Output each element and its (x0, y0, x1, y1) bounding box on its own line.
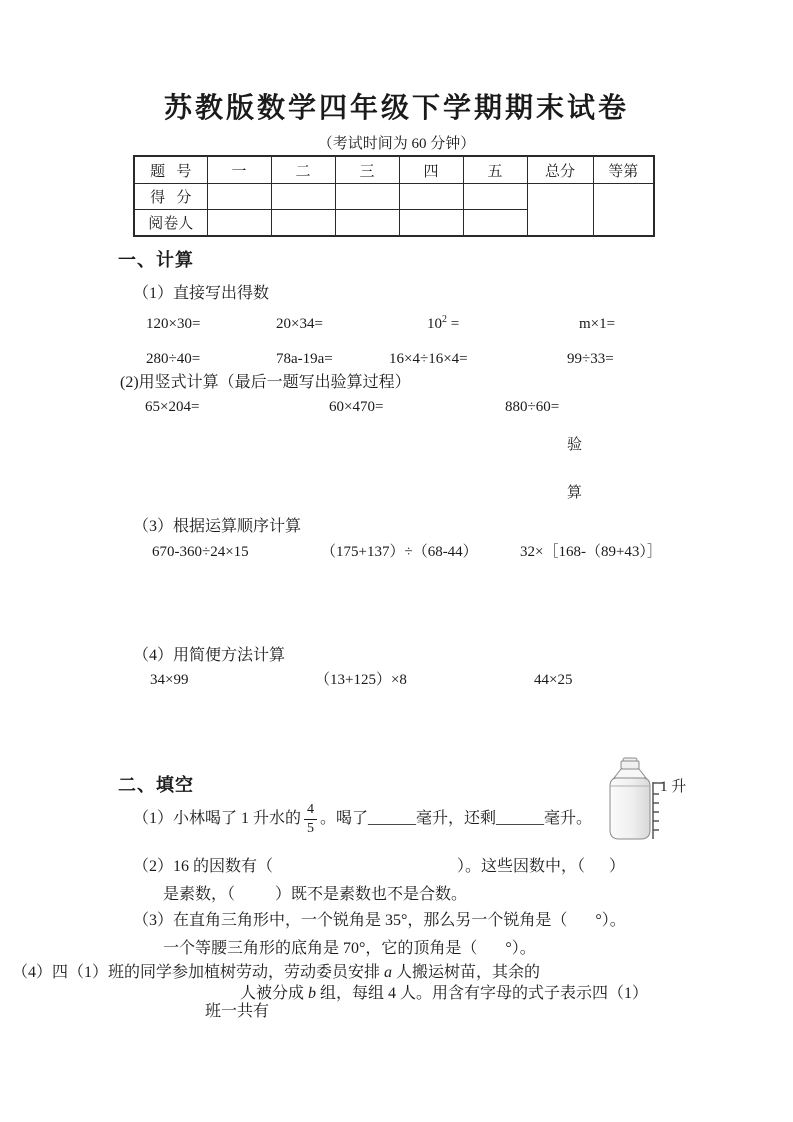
score-cell (463, 184, 527, 210)
s1q1-expr: 78a-19a= (276, 351, 333, 367)
fraction-four-fifths (304, 803, 317, 836)
label-score: 得 分 (134, 184, 207, 210)
s2q1-text-post: 。喝了______毫升，还剩______毫升。 (320, 810, 593, 828)
s1q1-expr: 99÷33= (567, 351, 614, 367)
s1q2-expr: 60×470= (329, 399, 384, 415)
fraction-denominator: 5 (307, 820, 315, 836)
bottle-capacity-label: 1 升 (660, 779, 687, 795)
s2q3-line1: （3）在直角三角形中，一个锐角是 35°，那么另一个锐角是（ °）。 (133, 912, 626, 929)
s2q1-line (133, 797, 592, 841)
score-cell (399, 210, 463, 237)
s1q4-expr: 44×25 (534, 672, 573, 688)
bottle-neck (614, 769, 646, 778)
s1q2-check-char-2: 算 (567, 485, 583, 501)
s2q1-text-pre: （1）小林喝了 1 升水的 (133, 810, 302, 828)
s2q4-line1 (12, 963, 540, 982)
bottle-cap (621, 761, 639, 769)
s1q4-expr: 34×99 (150, 672, 189, 688)
s1q1-expr-power (427, 315, 459, 333)
total-score-cell (527, 184, 593, 237)
page-subtitle: （考试时间为 60 分钟） (317, 136, 476, 152)
s1q2-check-char-1: 验 (567, 437, 583, 453)
header-part-1: 一 (207, 156, 271, 184)
s2q4-line2-post: 组，每组 4 人。用含有字母的式子表示四（1） (316, 985, 649, 1002)
page-title: 苏教版数学四年级下学期期末试卷 (163, 93, 629, 124)
s1q3-expr: 670-360÷24×15 (152, 544, 249, 560)
power-equals: = (447, 316, 460, 332)
s2q4-line2-pre: 人被分成 (240, 985, 309, 1002)
fraction-numerator: 4 (304, 803, 317, 820)
s1q2-label: (2)用竖式计算（最后一题写出验算过程） (120, 374, 411, 391)
score-cell (335, 210, 399, 237)
score-cell (399, 184, 463, 210)
score-row (134, 184, 654, 210)
s1q3-expr: （175+137）÷（68-44） (321, 544, 478, 560)
header-part-4: 四 (399, 156, 463, 184)
score-cell (335, 184, 399, 210)
score-table-header-row (134, 156, 654, 184)
variable-a: a (384, 964, 393, 981)
s1q1-expr: 120×30= (146, 316, 201, 332)
s2q2-line2: 是素数，（ ）既不是素数也不是合数。 (163, 886, 468, 903)
s2q4-line1-pre: （4）四（1）班的同学参加植树劳动，劳动委员安排 (12, 964, 385, 981)
score-cell (463, 210, 527, 237)
s1q1-label: （1）直接写出得数 (133, 285, 270, 302)
power-base: 10 (427, 316, 442, 332)
s2q3-line2: 一个等腰三角形的底角是 70°，它的顶角是（ °）。 (163, 940, 536, 957)
header-question-number: 题 号 (134, 156, 207, 184)
header-part-3: 三 (335, 156, 399, 184)
s2q4-line1-post: 人搬运树苗，其余的 (392, 964, 541, 981)
grade-cell (593, 184, 654, 237)
s1q4-expr: （13+125）×8 (315, 672, 407, 688)
header-part-2: 二 (271, 156, 335, 184)
s1q4-label: （4）用简便方法计算 (133, 647, 286, 664)
header-total-score: 总分 (527, 156, 593, 184)
bottle-body (610, 778, 650, 839)
s2q4-line3: 班一共有 (205, 1003, 270, 1020)
s2q2-line1: （2）16 的因数有（ ）。这些因数中，（ ） (133, 858, 626, 875)
score-table (133, 155, 655, 237)
s1q1-expr: m×1= (579, 316, 616, 332)
s1q3-label: （3）根据运算顺序计算 (133, 518, 302, 535)
score-cell (271, 210, 335, 237)
s1q1-expr: 280÷40= (146, 351, 201, 367)
s1q1-expr: 16×4÷16×4= (389, 351, 468, 367)
header-part-5: 五 (463, 156, 527, 184)
label-grader: 阅卷人 (134, 210, 207, 237)
section1-heading: 一、计算 (118, 250, 194, 270)
s1q2-expr: 880÷60= (505, 399, 560, 415)
s2q4-line2 (240, 984, 648, 1003)
s1q1-expr: 20×34= (276, 316, 323, 332)
score-cell (207, 210, 271, 237)
bottle-illustration (604, 757, 674, 845)
s1q2-expr: 65×204= (145, 399, 200, 415)
power-exponent: 2 (442, 314, 447, 325)
section2-heading: 二、填空 (118, 775, 194, 795)
score-cell (207, 184, 271, 210)
header-grade: 等第 (593, 156, 654, 184)
variable-b: b (308, 985, 317, 1002)
score-cell (271, 184, 335, 210)
s1q3-expr: 32×［168-（89+43）］ (520, 544, 662, 560)
